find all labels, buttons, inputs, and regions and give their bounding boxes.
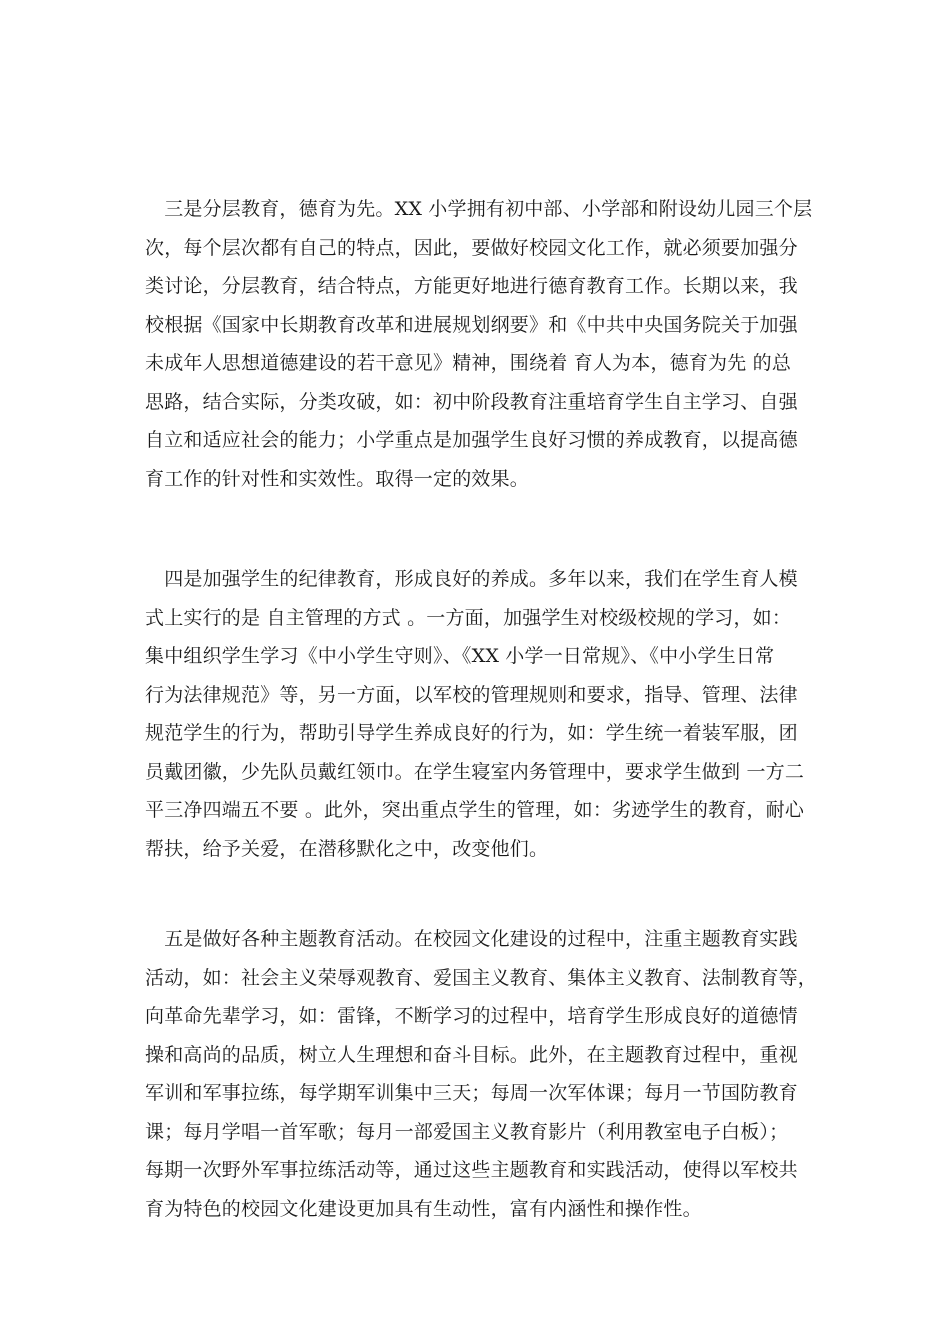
text-line: 类讨论，分层教育，结合特点，方能更好地进行德育教育工作。长期以来，我 [145,275,798,297]
text-line: 未成年人思想道德建设的若干意见》精神，围绕着 育人为本，德育为先 的总 [145,352,792,374]
text-line: 校根据《国家中长期教育改革和进展规划纲要》和《中共中央国务院关于加强 [145,313,798,336]
paragraph-discipline-education [145,560,809,868]
text-line: 四是加强学生的纪律教育，形成良好的养成。多年以来，我们在学生育人模 [145,568,798,590]
text-line: 次，每个层次都有自己的特点，因此，要做好校园文化工作，就必须要加强分 [145,236,798,259]
text-line: 育工作的针对性和实效性。取得一定的效果。 [145,467,530,490]
text-line: 员戴团徽，少先队员戴红领巾。在学生寝室内务管理中，要求学生做到 一方二 [145,760,805,783]
paragraph-theme-activities [145,920,818,1228]
text-line: 向革命先辈学习，如：雷锋，不断学习的过程中，培育学生形成良好的道德情 [145,1005,798,1027]
paragraph-layered-education [145,190,813,498]
text-line: 育为特色的校园文化建设更加具有生动性，富有内涵性和操作性。 [145,1197,702,1220]
text-line: 活动，如：社会主义荣辱观教育、爱国主义教育、集体主义教育、法制教育等， [145,966,818,989]
text-line: 规范学生的行为，帮助引导学生养成良好的行为，如：学生统一着装军服，团 [145,722,798,744]
text-line: 思路，结合实际，分类攻破，如：初中阶段教育注重培育学生自主学习、自强 [145,390,798,413]
text-line: 行为法律规范》等，另一方面，以军校的管理规则和要求，指导、管理、法律 [145,683,798,706]
text-line: 平三净四端五不要 。此外，突出重点学生的管理，如：劣迹学生的教育，耐心 [145,799,805,821]
text-line: 军训和军事拉练，每学期军训集中三天；每周一次军体课；每月一节国防教育 [145,1082,798,1104]
text-line: 自立和适应社会的能力；小学重点是加强学生良好习惯的养成教育，以提高德 [145,429,798,451]
text-line: 集中组织学生学习《中小学生守则》、《XX 小学一日常规》、《中小学生日常 [145,645,775,667]
text-line: 每期一次野外军事拉练活动等，通过这些主题教育和实践活动，使得以军校共 [145,1159,798,1181]
text-line: 课；每月学唱一首军歌；每月一部爱国主义教育影片（利用教室电子白板）； [145,1120,789,1143]
text-line: 帮扶，给予关爱，在潜移默化之中，改变他们。 [145,837,549,860]
text-line: 式上实行的是 自主管理的方式 。一方面，加强学生对校级校规的学习，如： [145,606,792,629]
text-line: 五是做好各种主题教育活动。在校园文化建设的过程中，注重主题教育实践 [145,928,798,950]
text-line: 三是分层教育，德育为先。XX 小学拥有初中部、小学部和附设幼儿园三个层 [145,198,813,220]
text-line: 操和高尚的品质，树立人生理想和奋斗目标。此外，在主题教育过程中，重视 [145,1043,798,1066]
